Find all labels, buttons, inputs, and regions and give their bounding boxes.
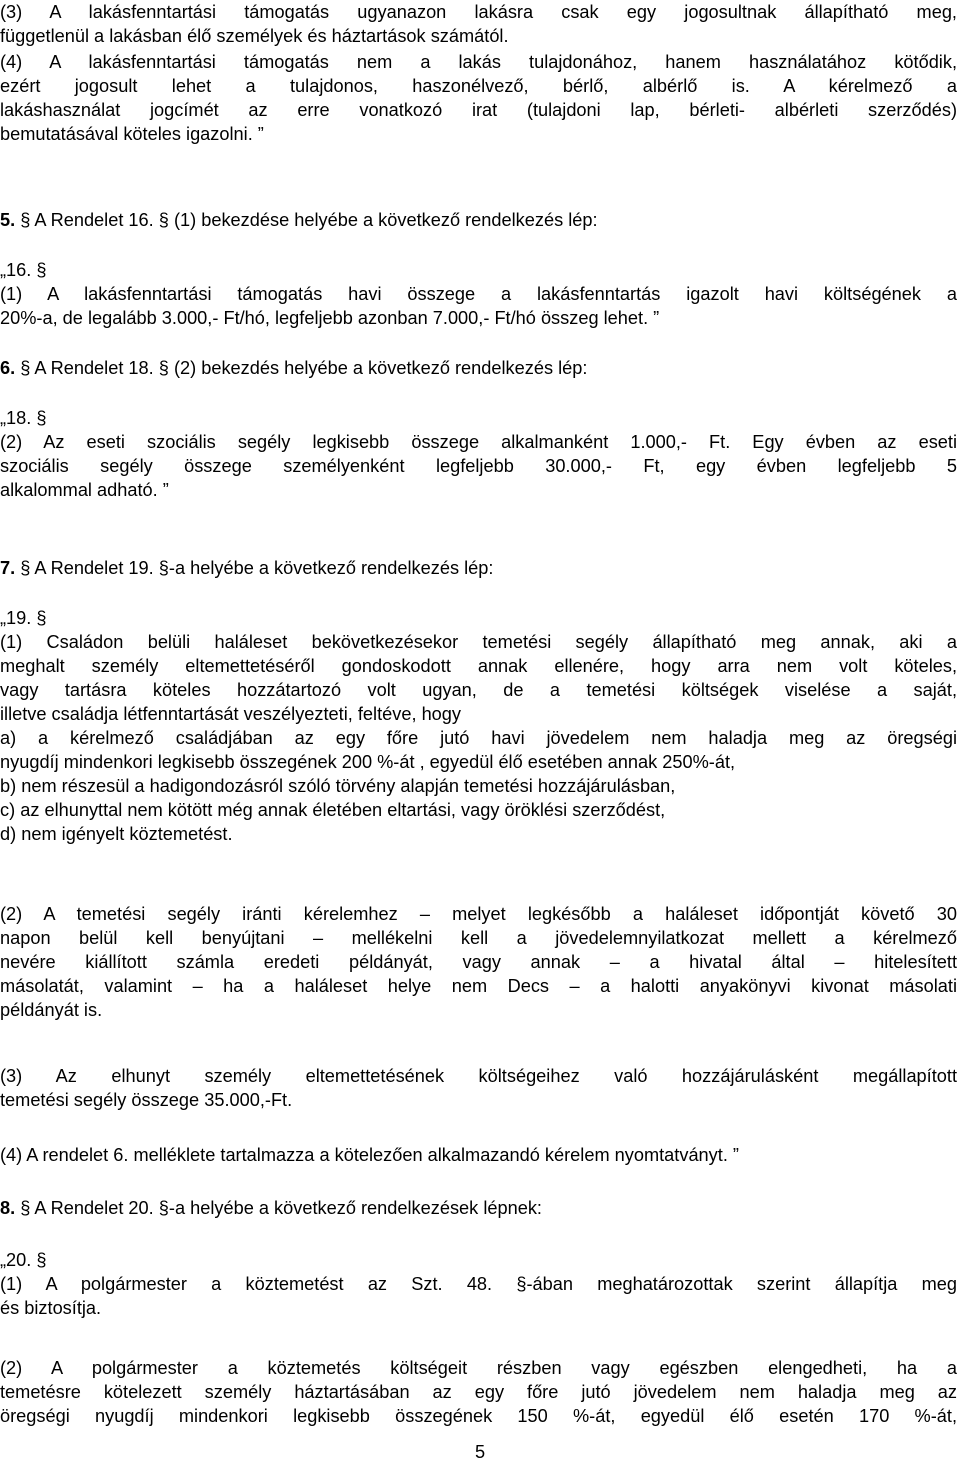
text-line: példányát is. xyxy=(0,1000,103,1020)
text-line: (3) Az elhunyt személy eltemettetésének költségeihez való hozzájárulásként megállapított xyxy=(0,1066,957,1086)
text-line: nyugdíj mindenkori legkisebb összegének 200 %-át , egyedül élő esetében annak 250%-át, xyxy=(0,752,736,772)
text-line: (2) A polgármester a köztemetés költségeit részben vagy egészben elengedheti, ha a xyxy=(0,1358,957,1378)
text-line: (4) A lakásfenntartási támogatás nem a lakás tulajdonához, hanem használatához kötődik, xyxy=(0,52,957,72)
text-line: alkalommal adható. ” xyxy=(0,480,169,500)
quote-start: „16. § xyxy=(0,260,47,280)
section-8-quote xyxy=(0,1248,957,1320)
text-line: (3) A lakásfenntartási támogatás ugyanazon lakásra csak egy jogosultnak állapítható meg, xyxy=(0,2,957,22)
text-line: lakáshasználat jogcímét az erre vonatkozó irat (tulajdoni lap, bérleti- albérleti szerződés) xyxy=(0,100,957,120)
section-5-quote xyxy=(0,258,957,330)
text-line: c) az elhunyttal nem kötött még annak életében eltartási, vagy öröklési szerződést, xyxy=(0,800,666,820)
text-line: d) nem igényelt köztemetést. xyxy=(0,824,233,844)
text-line: (4) A rendelet 6. melléklete tartalmazza a kötelezően alkalmazandó kérelem nyomtatványt. ” xyxy=(0,1145,739,1165)
section-number: 8. xyxy=(0,1198,16,1218)
section-number: 7. xyxy=(0,558,16,578)
section-heading-text: § A Rendelet 16. § (1) bekezdése helyébe a következő rendelkezés lép: xyxy=(20,210,598,230)
section-7-paragraph-2 xyxy=(0,902,957,1022)
text-line: szociális segély összege személyenként legfeljebb 30.000,- Ft, egy évben legfeljebb 5 xyxy=(0,456,957,476)
quote-start: „18. § xyxy=(0,408,47,428)
text-line: (1) A polgármester a köztemetést az Szt. 48. §-ában meghatározottak szerint állapítja meg xyxy=(0,1274,957,1294)
text-line: ezért jogosult lehet a tulajdonos, haszonélvező, bérlő, albérlő is. A kérelmező a xyxy=(0,76,957,96)
text-line: (2) Az eseti szociális segély legkisebb összege alkalmanként 1.000,- Ft. Egy évben az eseti xyxy=(0,432,957,452)
section-heading xyxy=(0,208,957,232)
section-heading-text: § A Rendelet 18. § (2) bekezdés helyébe a következő rendelkezés lép: xyxy=(20,358,588,378)
text-line: bemutatásával köteles igazolni. ” xyxy=(0,124,264,144)
text-line: vagy tartásra köteles hozzátartozó volt ugyan, de a temetési költségek viselése a saját, xyxy=(0,680,957,700)
section-heading-text: § A Rendelet 19. §-a helyébe a következő rendelkezés lép: xyxy=(20,558,494,578)
section-7-paragraph-3 xyxy=(0,1064,957,1112)
section-heading xyxy=(0,1196,957,1220)
section-7-quote xyxy=(0,606,957,846)
section-5 xyxy=(0,208,957,232)
text-line: temetési segély összege 35.000,-Ft. xyxy=(0,1090,293,1110)
text-line: függetlenül a lakásban élő személyek és háztartások számától. xyxy=(0,26,509,46)
paragraph-3 xyxy=(0,0,957,48)
text-line: (1) A lakásfenntartási támogatás havi összege a lakásfenntartás igazolt havi költségének a xyxy=(0,284,957,304)
text-line: öregségi nyugdíj mindenkori legkisebb összegének 150 %-át, egyedül élő esetén 170 %-át, xyxy=(0,1406,957,1426)
text-line: 20%-a, de legalább 3.000,- Ft/hó, legfeljebb azonban 7.000,- Ft/hó összeg lehet. ” xyxy=(0,308,660,328)
quote-start: „20. § xyxy=(0,1250,47,1270)
text-line: napon belül kell benyújtani – mellékelni kell a jövedelemnyilatkozat mellett a kérelmező xyxy=(0,928,957,948)
text-line: (2) A temetési segély iránti kérelemhez – melyet legkésőbb a haláleset időpontját követő 30 xyxy=(0,904,957,924)
quote-start: „19. § xyxy=(0,608,47,628)
section-8 xyxy=(0,1196,957,1220)
section-8-paragraph-2 xyxy=(0,1356,957,1428)
page-number: 5 xyxy=(474,1442,486,1462)
section-7 xyxy=(0,556,957,580)
section-6-quote xyxy=(0,406,957,502)
section-6 xyxy=(0,356,957,380)
section-7-paragraph-4 xyxy=(0,1143,957,1167)
text-line: a) a kérelmező családjában az egy főre jutó havi jövedelem nem haladja meg az öregségi xyxy=(0,728,957,748)
text-line: nevére kiállított számla eredeti példányát, vagy annak – a hivatal által – hitelesített xyxy=(0,952,957,972)
text-line: temetésre kötelezett személy háztartásában az egy főre jutó jövedelem nem haladja meg az xyxy=(0,1382,957,1402)
section-number: 5. xyxy=(0,210,16,230)
text-line: meghalt személy eltemettetéséről gondoskodott annak ellenére, hogy arra nem volt köteles, xyxy=(0,656,957,676)
text-line: b) nem részesül a hadigondozásról szóló törvény alapján temetési hozzájárulásban, xyxy=(0,776,676,796)
text-line: és biztosítja. xyxy=(0,1298,102,1318)
section-heading xyxy=(0,356,957,380)
section-heading-text: § A Rendelet 20. §-a helyébe a következő rendelkezések lépnek: xyxy=(20,1198,542,1218)
paragraph-4 xyxy=(0,50,957,146)
text-line: illetve családja létfenntartását veszélyezteti, feltéve, hogy xyxy=(0,704,462,724)
section-number: 6. xyxy=(0,358,16,378)
text-line: másolatát, valamint – ha a haláleset helye nem Decs – a halotti anyakönyvi kivonat másolati xyxy=(0,976,957,996)
section-heading xyxy=(0,556,957,580)
text-line: (1) Családon belüli haláleset bekövetkezésekor temetési segély állapítható meg annak, aki a xyxy=(0,632,957,652)
